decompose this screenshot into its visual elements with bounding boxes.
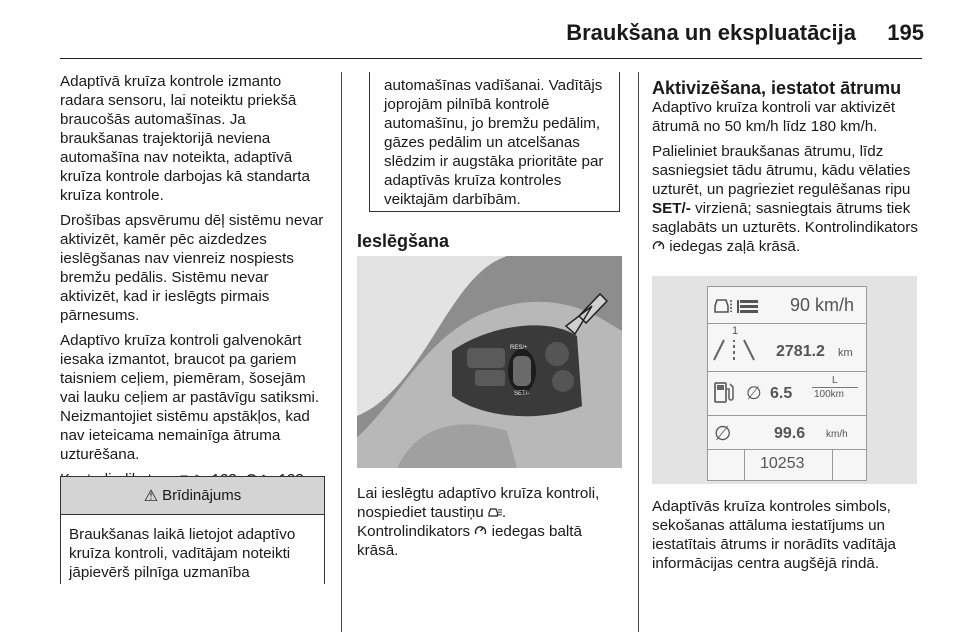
- display-row-speed: [708, 287, 866, 324]
- fuel-unit-fraction-bar: [812, 387, 858, 388]
- display-caption: Adaptīvās kruīza kontroles simbols, sekošanas attāluma iestatījums un iestatītais ātrums ir norādīts vadītāja informācijas centra augšējā rindā.: [652, 498, 896, 572]
- acc-distance-icon: [714, 297, 766, 315]
- average-symbol-icon: ∅: [714, 423, 732, 445]
- lane-number: 1: [732, 325, 739, 337]
- section-heading-aktivizesana: Aktivizēšana, iestatot ātrumu: [652, 78, 902, 98]
- header-rule: [60, 58, 922, 59]
- fuel-unit-denominator: 100km: [814, 389, 845, 400]
- display-row-fuel: [708, 371, 866, 416]
- warning-body: Braukšanas laikā lietojot adaptīvo kruīza kontroli, vadītājam noteikti jāpievērš pilnīga uzmanība: [69, 526, 296, 581]
- paragraph: Adaptīvā kruīza kontrole izmanto radara sensoru, lai noteiktu priekšā braucošās automašīnas. Ja braukšanas trajektorijā neviena automašīna nav noteikta, adaptīvā kruīza kontrole darbojas kā standarta kruīza kontrole.: [60, 73, 310, 204]
- column-divider: [341, 72, 342, 632]
- adaptive-cruise-icon: [488, 507, 502, 518]
- display-row-odometer: [708, 449, 866, 480]
- odo-divider: [744, 449, 745, 480]
- paragraph-indicator-white: Kontrolindikators iedegas baltā krāsā.: [357, 523, 582, 559]
- paragraph: Adaptīvo kruīza kontroli var aktivizēt ātrumā no 50 km/h līdz 180 km/h.: [652, 99, 896, 135]
- section-heading-ieslegsana: Ieslēgšana: [357, 231, 450, 251]
- cruise-control-icon: [474, 525, 487, 537]
- set-speed-value: 90 km/h: [790, 295, 855, 315]
- odo-divider: [832, 449, 833, 480]
- warning-box-continued: automašīnas vadīšanai. Vadītājs joprojām pilnībā kontrolē automašīnu, jo bremžu pedālim, gāzes pedālim un atcelšanas slēdzim ir augstāka prioritāte par adaptīvās kruīza kontroles veiktajām darbībām.: [369, 72, 620, 212]
- column-3: [652, 78, 924, 262]
- trip-distance: 2781.2: [776, 343, 825, 360]
- paragraph-press-button: Lai ieslēgtu adaptīvo kruīza kontroli, nospiediet taustiņu .: [357, 485, 600, 521]
- paragraph: Adaptīvo kruīza kontroli galvenokārt iesaka izmantot, braucot pa gariem taisniem ceļiem, piemēram, šosejām vai lauku ceļiem ar pastāvīgu satiksmi. Neizmantojiet sistēmu apstākļos, kad nav ieteicama nemainīga ātruma uzturēšana.: [60, 332, 320, 463]
- odometer-value: 10253: [760, 455, 805, 472]
- set-minus-term: SET/-: [652, 200, 691, 217]
- display-row-trip: [708, 323, 866, 372]
- driver-info-display-illustration: [652, 276, 917, 484]
- warning-box: [60, 476, 325, 584]
- trip-unit: km: [838, 347, 853, 359]
- page-header-title: Braukšana un ekspluatācija: [566, 20, 856, 45]
- fuel-consumption: 6.5: [770, 385, 793, 402]
- warning-header: [61, 476, 324, 515]
- fuel-pump-icon: [714, 381, 734, 403]
- warning-triangle-icon: ⚠: [143, 487, 159, 505]
- column-2-bottom: [357, 484, 625, 560]
- column-divider: [638, 72, 639, 632]
- page-number: 195: [887, 20, 924, 45]
- average-speed: 99.6: [774, 425, 806, 442]
- column-1: [60, 72, 325, 495]
- display-panel: [707, 286, 867, 481]
- display-row-avg-speed: [708, 415, 866, 450]
- fuel-unit-numerator: L: [832, 375, 838, 386]
- steering-wheel-illustration: [357, 256, 622, 468]
- average-symbol-icon: ∅: [746, 383, 762, 403]
- res-plus-label: RES/+: [510, 345, 528, 351]
- warning-title: Brīdinājums: [162, 487, 242, 504]
- set-minus-label: SET/-: [514, 391, 530, 397]
- cruise-control-icon: [652, 240, 665, 252]
- paragraph: Drošības apsvērumu dēļ sistēmu nevar aktivizēt, kamēr pēc aizdedzes ieslēgšanas nav vienreiz nospiests bremžu pedālis. Sistēmu nevar aktivizēt, kad ir ieslēgts pirmais pārnesums.: [60, 212, 324, 324]
- average-speed-unit: km/h: [826, 429, 848, 440]
- paragraph-set-speed: Palieliniet braukšanas ātrumu, līdz sasniegsiet tādu ātrumu, kādu vēlaties uzturēt, un pagrieziet regulēšanas ripu SET/- virzienā; sasniegtais ātrums tiek saglabāts un uzturēts. Kontrolindikators iedegas zaļā krāsā.: [652, 143, 918, 255]
- road-icon: [712, 339, 758, 361]
